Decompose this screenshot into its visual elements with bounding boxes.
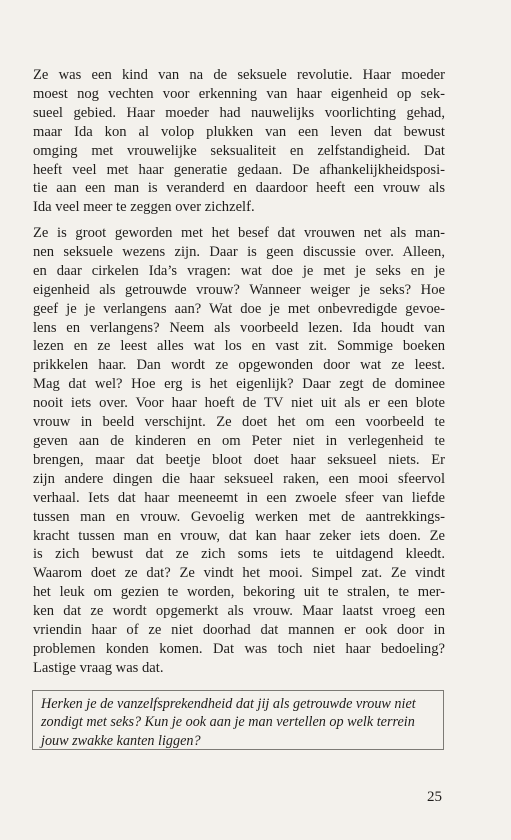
paragraph-line: moest nog vechten voor erkenning van haar eigenheid op sek- — [33, 85, 445, 102]
paragraph-line: geven aan de kinderen en om Peter niet in verlegenheid te — [33, 432, 445, 449]
paragraph-line: nen seksuele wezens zijn. Daar is geen discussie over. Alleen, — [33, 243, 445, 260]
page-number: 25 — [427, 789, 442, 805]
callout-line: jouw zwakke kanten liggen? — [41, 732, 201, 749]
paragraph-line: geef je je verlangens aan? Wat doe je met onbevredigde gevoe- — [33, 300, 445, 317]
paragraph-line: het leuk om gezien te worden, bekoring uit te stralen, te mer- — [33, 584, 445, 601]
paragraph-line: vrouw in beeld verschijnt. Ze doet het om een voorbeeld te — [33, 414, 445, 431]
paragraph-1 — [33, 66, 445, 217]
paragraph-line: omging met vrouwelijke seksualiteit en zelfstandigheid. Dat — [33, 142, 445, 159]
paragraph-line: prikkelen haar. Dan wordt ze opgewonden door wat ze leest. — [33, 357, 445, 374]
paragraph-line: tussen man en vrouw. Gevoelig werken met de aantrekkings- — [33, 508, 445, 525]
paragraph-line: Mag dat wel? Hoe erg is het eigenlijk? Daar zegt de dominee — [33, 376, 445, 393]
paragraph-2 — [33, 224, 445, 678]
paragraph-line: Lastige vraag was dat. — [33, 659, 164, 676]
paragraph-line: sueel gebied. Haar moeder had nauwelijks voorlichting gehad, — [33, 104, 445, 121]
paragraph-line: en daar cirkelen Ida’s vragen: wat doe je met je seks en je — [33, 262, 445, 279]
paragraph-line: maar Ida kon al volop plukken van een leven dat bewust — [33, 123, 445, 140]
callout-line: zondigt met seks? Kun je ook aan je man vertellen op welk terrein — [41, 714, 415, 731]
paragraph-line: vriendin haar of ze niet doorhad dat mannen er ook door in — [33, 622, 445, 639]
paragraph-line: problemen konden komen. Dat was toch niet haar bedoeling? — [33, 640, 445, 657]
paragraph-line: verhaal. Iets dat haar meeneemt in een zwoele sfeer van liefde — [33, 489, 445, 506]
paragraph-line: zijn andere dingen die haar seksueel raken, een mooi sfeervol — [33, 470, 445, 487]
paragraph-line: Ze was een kind van na de seksuele revolutie. Haar moeder — [33, 67, 445, 83]
paragraph-line: eigenheid als getrouwde vrouw? Wanneer weiger je seks? Hoe — [33, 281, 445, 298]
paragraph-line: Ida veel meer te zeggen over zichzelf. — [33, 199, 255, 216]
paragraph-line: is zich bewust dat ze zich soms iets te uitdagend kleedt. — [33, 546, 445, 563]
reflection-question-box — [32, 690, 444, 750]
paragraph-line: tie aan een man is veranderd en daardoor heeft een vrouw als — [33, 180, 445, 197]
paragraph-line: lens en verlangens? Neem als voorbeeld lezen. Ida houdt van — [33, 319, 445, 336]
paragraph-line: kracht tussen man en vrouw, dat kan haar zeker iets doen. Ze — [33, 527, 445, 544]
paragraph-line: lezen en ze leest alles wat los en vast zit. Sommige boeken — [33, 338, 445, 355]
paragraph-line: nooit iets over. Voor haar hoeft de TV niet uit als er een blote — [33, 395, 445, 412]
paragraph-line: ken dat ze wordt opgemerkt als vrouw. Maar laatst vroeg een — [33, 603, 445, 620]
paragraph-line: brengen, maar dat beetje bloot doet haar seksueel niets. Er — [33, 451, 445, 468]
paragraph-line: Ze is groot geworden met het besef dat vrouwen net als man- — [33, 225, 445, 241]
paragraph-line: heeft veel met haar generatie gedaan. De afhankelijkheidsposi- — [33, 161, 445, 178]
callout-line: Herken je de vanzelfsprekendheid dat jij als getrouwde vrouw niet — [41, 696, 416, 712]
paragraph-line: Waarom doet ze dat? Ze vindt het mooi. Simpel zat. Ze vindt — [33, 565, 445, 582]
